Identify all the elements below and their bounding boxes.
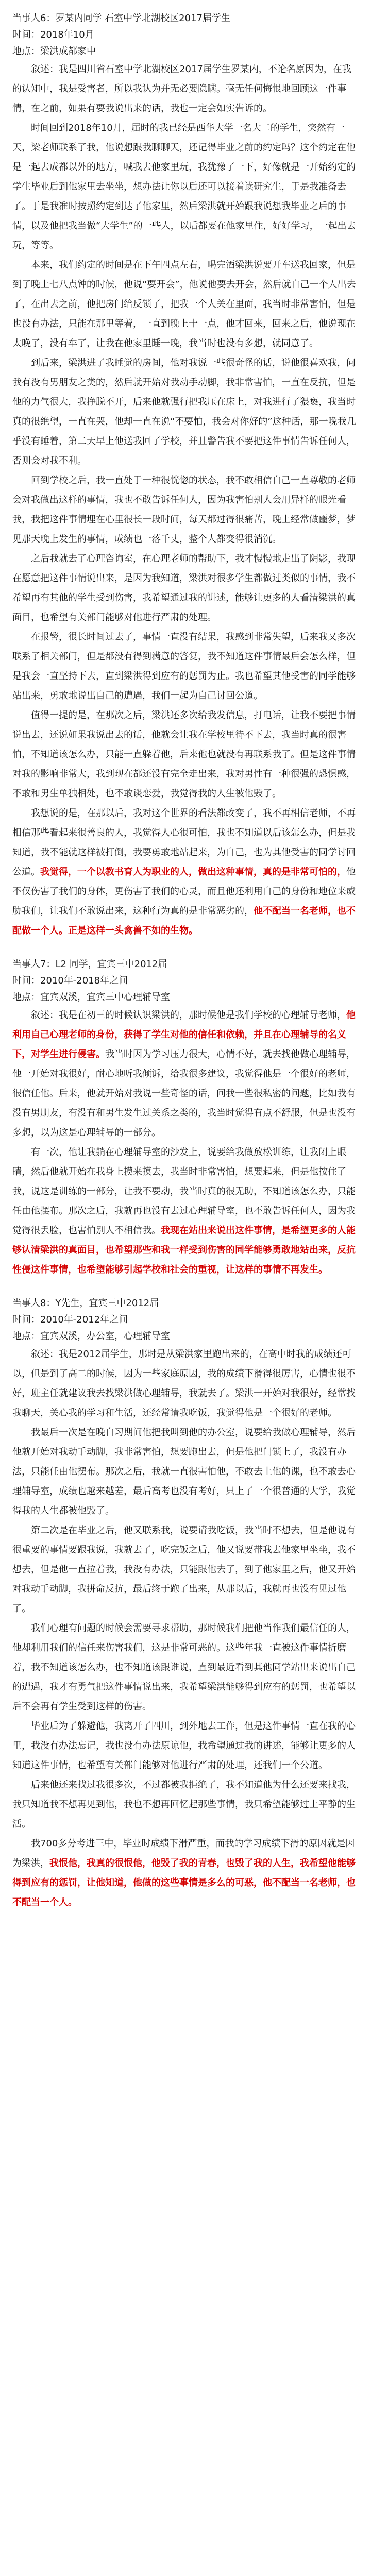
record-paragraph	[12, 1717, 359, 1775]
record-paragraph	[12, 628, 359, 706]
body-text: 他不仅伤害了我们的身体，更伤害了我们的心灵，而且他还利用自己的身份和地位来威胁我们，让我们不敢说出来，这种行为真的是非常恶劣的，	[12, 867, 356, 917]
body-text: 我们心理有问题的时候会需要寻求帮助，那时候我们把他当作我们最信任的人，他却利用我们的信任来伤害我们，这是非常可恶的。这些年我一直被这件事情折磨着，我不知道该怎么办，也不知道该跟谁说，直到最近看到其他同学站出来说出自己的遭遇，我才有勇气把这件事情说出来，我希望梁洪能够得到应有的惩罚，也希望以后不会再有学生受到这样的伤害。	[12, 1623, 356, 1712]
body-text: 在报警，很长时间过去了，事情一直没有结果，我感到非常失望，后来我又多次联系了相关部门，但是都没有得到满意的答复，我不知道这件事情最后会怎么样，但是我会一直坚持下去，直到梁洪得到应有的惩罚为止。我也希望其他受害的同学能够站出来，勇敢地说出自己的遭遇，我们一起为自己讨回公道。	[12, 632, 356, 701]
record-paragraph	[12, 471, 359, 549]
body-text: 有一次，他让我躺在心理辅导室的沙发上，说要给我做放松训练，让我闭上眼睛，然后他就开始在我身上摸来摸去，我当时非常害怕，想要起来，但是他按住了我，说这是训练的一部分，让我不要动，我当时真的很无助，不知道该怎么办，只能任由他摆布。那次之后，我就再也没有去过心理辅导室，也不敢告诉任何人，因为我觉得很丢脸，也害怕别人不相信我。	[12, 1147, 356, 1236]
highlighted-text: 他不配当一名老师，也不配做一个人。正是这样一头禽兽不如的生物。	[12, 906, 356, 936]
record-time: 时间：2018年10月	[12, 29, 94, 40]
record-paragraph	[12, 804, 359, 941]
record-paragraph	[12, 549, 359, 628]
body-text: 我想说的是，在那以后，我对这个世界的看法都改变了，我不再相信老师，不再相信那些看起来很善良的人，我觉得人心很可怕，我也不知道以后该怎么办，但是我知道，我不能就这样被打倒，我要勇敢地站起来，为自己，也为其他受害的同学讨回公道。	[12, 808, 356, 877]
record-place: 地点：梁洪成都家中	[12, 46, 96, 57]
testimony-list	[12, 10, 359, 1912]
record-paragraph	[12, 353, 359, 471]
body-text: 时间回到2018年10月，届时的我已经是西华大学一名大二的学生，突然有一天，梁老师联系了我，他说想跟我聊聊天，还记得毕业之前的约定吗？这个约定在他是一起去成都以外的地方，喊我去他家里玩，我犹豫了一下，好像就是一开始约定的学生毕业后到他家里去坐坐，想办法让你以后还可以接着读研究生，于是我准备去了。于是我准时按照约定到达了他家里，然后梁洪就开始跟我说想我毕业之后的事情，以及他把我当做“大学生”的一些人，以后都要在他家里住，好好学习，一起出去玩，等等。	[12, 123, 356, 251]
record-subject: 当事人6：罗某内同学 石室中学北湖校区2017届学生	[12, 13, 230, 24]
body-text: 第二次是在毕业之后，他又联系我，说要请我吃饭，我当时不想去，但是他说有很重要的事情要跟我说，我就去了，吃完饭之后，他又说要带我去他家里坐坐，我不想去，但是他一直拉着我，我没有办法，只能跟他去了，到了他家里之后，他又开始对我动手动脚，我拼命反抗，最后终于跑了出来，从那以后，我就再也没有见过他了。	[12, 1525, 356, 1614]
highlighted-text: 我觉得，一个以教书育人为职业的人，做出这种事情，真的是非常可怕的，	[40, 867, 346, 877]
record-paragraph	[12, 1775, 359, 1834]
body-text: 到后来，梁洪进了我睡觉的房间，他对我说一些很奇怪的话，说他很喜欢我，问我有没有男朋友之类的，然后就开始对我动手动脚，我非常害怕，一直在反抗，但是他的力气很大，我挣脱不开，后来他就强行把我压在床上，对我进行了猥亵，我当时真的很绝望，一直在哭，他却一直在说“不要怕，我会对你好的”这种话，那一晚我几乎没有睡着，第二天早上他送我回了学校，并且警告我不要把这件事情告诉任何人，否则会对我不利。	[12, 358, 356, 466]
body-text: 之后我就去了心理咨询室，在心理老师的帮助下，我才慢慢地走出了阴影，我现在愿意把这件事情说出来，是因为我知道，梁洪对很多学生都做过类似的事情，我不希望再有其他的学生受到伤害，我希望通过我的讲述，能够让更多的人看清梁洪的真面目，也希望有关部门能够对他进行严肃的处理。	[12, 553, 356, 623]
record-time: 时间：2010年-2018年之间	[12, 975, 128, 986]
testimony-record	[12, 956, 359, 1280]
record-subject: 当事人8：Y先生，宜宾三中2012届	[12, 1298, 159, 1309]
record-paragraph	[12, 1423, 359, 1521]
record-place: 地点：宜宾双溪，办公室，心理辅导室	[12, 1331, 170, 1342]
body-text: 我700多分考进三中，毕业时成绩下滑严重，而我的学习成绩下滑的原因就是因为梁洪，	[12, 1838, 355, 1869]
body-text: 我最后一次是在晚自习期间他把我叫到他的办公室，说要给我做心理辅导，然后他就开始对我动手动脚，我非常害怕，想要跑出去，但是他把门锁上了，我没有办法，只能任由他摆布。那次之后，我就一直很害怕他，不敢去上他的课，也不敢去心理辅导室，成绩也越来越差，最后高考也没有考好，只上了一个很普通的大学，我觉得我的人生都被他毁了。	[12, 1427, 356, 1516]
record-paragraph	[12, 256, 359, 353]
record-paragraph	[12, 60, 359, 118]
body-text: 叙述：我是在初三的时候认识梁洪的，那时候他是我们学校的心理辅导老师，	[31, 1010, 346, 1021]
record-paragraph	[12, 1143, 359, 1280]
record-paragraph	[12, 706, 359, 804]
record-paragraph	[12, 1521, 359, 1619]
record-subject: 当事人7：L2 同学，宜宾三中2012届	[12, 959, 167, 970]
body-text: 毕业后为了躲避他，我离开了四川，到外地去工作，但是这件事情一直在我的心里，我没有办法忘记，我也没有办法原谅他，我希望通过我的讲述，能够让更多的人知道这件事情，也希望有关部门能够对他进行严肃的处理，还我们一个公道。	[12, 1721, 356, 1771]
highlighted-text: 我恨他，我真的很恨他，他毁了我的青春，也毁了我的人生，我希望他能够得到应有的惩罚，让他知道，他做的这些事情是多么的可恶，他不配当一名老师，也不配当一个人。	[12, 1858, 356, 1908]
record-paragraph	[12, 1619, 359, 1717]
body-text: 后来他还来找过我很多次，不过都被我拒绝了，我不知道他为什么还要来找我，我只知道我不想再见到他，我也不想再回忆起那些事情，我只希望能够过上平静的生活。	[12, 1780, 356, 1829]
body-text: 叙述：我是2012届学生，那时是从梁洪家里跑出来的，在高中时我的成绩还可以，但是到了高二的时候，因为一些家庭原因，我的成绩下滑得很厉害，心情也很不好，班主任就建议我去找梁洪做心理辅导，我就去了。梁洪一开始对我很好，经常找我聊天，关心我的学习和生活，还经常请我吃饭，我觉得他是一个很好的老师。	[12, 1349, 356, 1418]
record-paragraph	[12, 1345, 359, 1423]
record-paragraph	[12, 1834, 359, 1912]
testimony-record	[12, 10, 359, 941]
body-text: 本来，我们约定的时间是在下午四点左右，喝完酒梁洪说要开车送我回家，但是到了晚上七八点钟的时候，他说“要开会”，他说他要去开会，然后就自己一个人出去了，在出去之前，他把房门给反锁了，把我一个人关在里面，我当时非常害怕，但是也没有办法，只能在那里等着，一直到晚上十一点，他才回来，回来之后，他说现在太晚了，没有车了，让我在他家里睡一晚，我当时也没有多想，就同意了。	[12, 260, 356, 349]
body-text: 回到学校之后，我一直处于一种很恍惚的状态，我不敢相信自己一直尊敬的老师会对我做出这样的事情，我也不敢告诉任何人，因为我害怕别人会用异样的眼光看我，我把这件事情埋在心里很长一段时间，每天都过得很痛苦，晚上经常做噩梦，梦见那天晚上发生的事情，成绩也一落千丈，整个人都变得很消沉。	[12, 475, 356, 545]
record-place: 地点：宜宾双溪，宜宾三中心理辅导室	[12, 992, 170, 1003]
testimony-record	[12, 1295, 359, 1912]
highlighted-text: 他利用自己心理老师的身份，获得了学生对他的信任和依赖，并且在心理辅导的名义下，对学生进行侵害。	[12, 1010, 356, 1060]
body-text: 我当时因为学习压力很大，心情不好，就去找他做心理辅导，他一开始对我很好，耐心地听我倾诉，给我很多建议，我觉得他是一个很好的老师，很信任他。后来，他就开始对我说一些奇怪的话，问我一些很私密的问题，比如我有没有男朋友，有没有和男生发生过关系之类的，我当时觉得有点不舒服，但是也没有多想，以为这是心理辅导的一部分。	[12, 1049, 356, 1138]
body-text: 叙述：我是四川省石室中学北湖校区2017届学生罗某内，不论名原因为，在我的认知中，我是受害者，所以我认为并无必要隐瞒。毫无任何悔恨地回顾这一件事情，在之前，如果有要我说出来的话，我也一定会如实告诉的。	[12, 64, 351, 114]
record-paragraph	[12, 1006, 359, 1143]
record-paragraph	[12, 118, 359, 256]
body-text: 值得一提的是，在那次之后，梁洪还多次给我发信息，打电话，让我不要把事情说出去，还说如果我说出去的话，他就会让我在学校里待不下去，我当时真的很害怕，不知道该怎么办，只能一直躲着他，后来他也就没有再联系我了。但是这件事情对我的影响非常大，我到现在都还没有完全走出来，我对男性有一种很强的恐惧感，不敢和男生单独相处，也不敢谈恋爱，我觉得我的人生被他毁了。	[12, 710, 356, 799]
highlighted-text: 我现在站出来说出这件事情，是希望更多的人能够认清梁洪的真面目，也希望那些和我一样受到伤害的同学能够勇敢地站出来，反抗性侵这件事情，也希望能够引起学校和社会的重视，让这样的事情不再发生。	[12, 1225, 356, 1275]
record-time: 时间：2010年-2012年之间	[12, 1314, 128, 1325]
